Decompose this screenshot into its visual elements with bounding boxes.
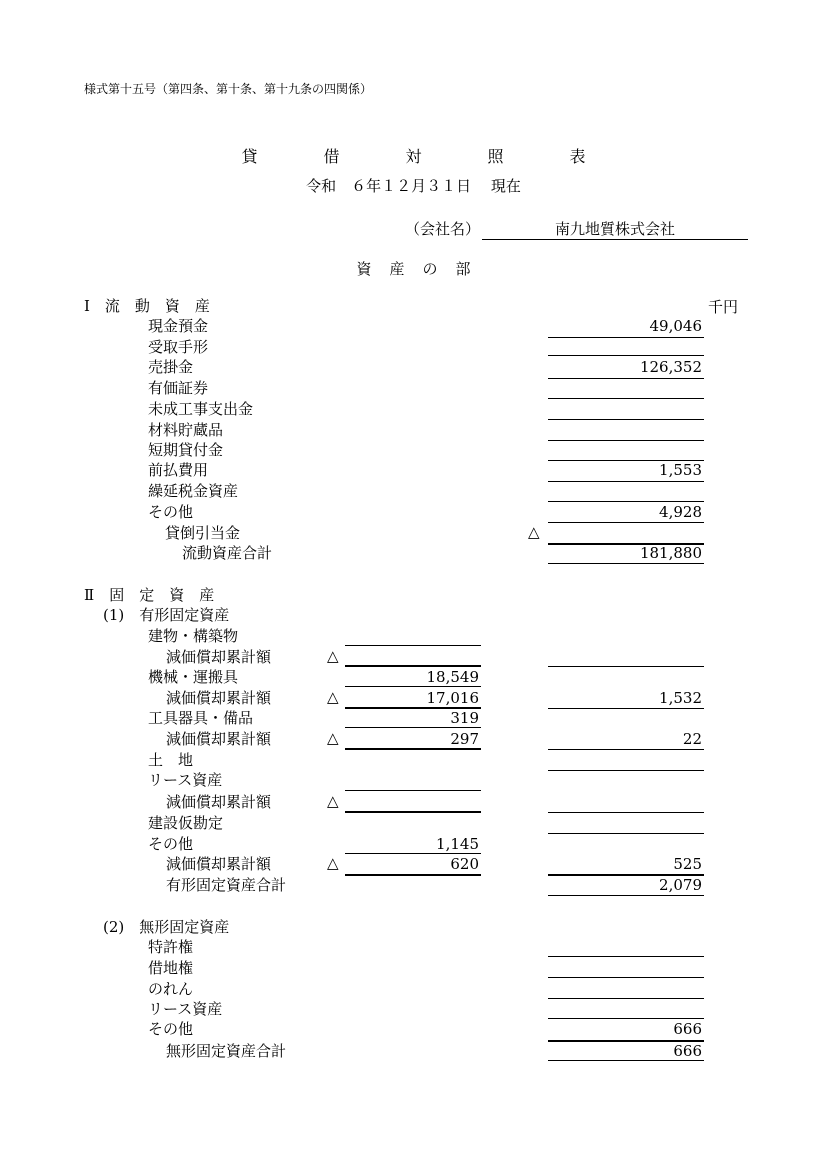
- mid-value: 18,549: [426, 668, 479, 686]
- item-value: 49,046: [649, 317, 702, 335]
- intangible-heading: (2) 無形固定資産: [103, 918, 230, 936]
- form-id: 様式第十五号（第四条、第十条、第十九条の四関係）: [84, 82, 373, 96]
- total-label: 流動資産合計: [182, 544, 273, 562]
- item-label: 減価償却累計額: [166, 730, 272, 748]
- value-line: [548, 770, 704, 771]
- item-label: 工具器具・備品: [148, 709, 254, 727]
- item-label: 機械・運搬具: [148, 668, 239, 686]
- value-line: [548, 337, 704, 338]
- company-label: （会社名）: [405, 220, 481, 238]
- value-line: [548, 895, 704, 896]
- value-line: [548, 666, 704, 667]
- item-label: 建物・構築物: [148, 627, 239, 645]
- total-value: 2,079: [659, 876, 702, 894]
- value-line: [548, 563, 704, 564]
- value-line: [548, 812, 704, 813]
- value-line: [548, 481, 704, 482]
- item-label: 減価償却累計額: [166, 648, 272, 666]
- document-title: [0, 144, 827, 167]
- value-line: [548, 749, 704, 750]
- item-label: その他: [148, 503, 194, 521]
- item-label: リース資産: [148, 771, 223, 789]
- item-label: 減価償却累計額: [166, 689, 272, 707]
- current-assets-heading: Ⅰ 流 動 資 産: [84, 297, 210, 315]
- mid-value: 297: [450, 730, 479, 748]
- item-value: 22: [682, 730, 702, 748]
- section-char: の: [422, 260, 438, 278]
- total-label: 無形固定資産合計: [166, 1042, 287, 1060]
- item-label: その他: [148, 1020, 194, 1038]
- item-label: 有価証券: [148, 379, 209, 397]
- item-value: 1,532: [659, 689, 702, 707]
- mid-value: 17,016: [426, 689, 479, 707]
- mid-line: [345, 874, 481, 876]
- item-value: 126,352: [639, 358, 702, 376]
- item-label: リース資産: [148, 1000, 223, 1018]
- delta-mark: △: [327, 688, 339, 706]
- item-label: 減価償却累計額: [166, 855, 272, 873]
- delta-mark: △: [327, 792, 339, 810]
- value-line: [548, 708, 704, 709]
- total-label: 有形固定資産合計: [166, 876, 287, 894]
- item-value: 4,928: [659, 503, 702, 521]
- item-label: 貸倒引当金: [165, 524, 241, 542]
- delta-mark: △: [327, 854, 339, 872]
- value-line: [548, 355, 704, 356]
- value-line: [548, 977, 704, 978]
- item-value: 666: [673, 1020, 702, 1038]
- item-label: 売掛金: [148, 358, 194, 376]
- value-line: [548, 833, 704, 834]
- section-title: [0, 258, 827, 279]
- total-value: 181,880: [639, 544, 702, 562]
- item-label: 建設仮勘定: [148, 814, 224, 832]
- delta-mark: △: [528, 523, 540, 541]
- value-line: [548, 440, 704, 441]
- item-label: 特許権: [148, 938, 194, 956]
- item-label: のれん: [148, 980, 194, 998]
- fixed-assets-heading: Ⅱ 固 定 資 産: [84, 586, 215, 604]
- total-value: 666: [673, 1042, 702, 1060]
- title-char: 借: [323, 147, 340, 166]
- unit-label: 千円: [708, 298, 739, 316]
- mid-line: [345, 811, 481, 813]
- item-label: その他: [148, 835, 194, 853]
- section-char: 資: [356, 260, 372, 278]
- mid-line: [345, 645, 481, 646]
- item-value: 1,553: [659, 461, 702, 479]
- item-label: 材料貯蔵品: [148, 421, 224, 439]
- as-of-date: 令和 ６年１２月３１日 現在: [306, 177, 521, 195]
- value-line: [548, 522, 704, 523]
- mid-line: [345, 686, 481, 687]
- value-line: [548, 419, 704, 420]
- value-line: [548, 378, 704, 379]
- title-char: 貸: [241, 147, 258, 166]
- delta-mark: △: [327, 647, 339, 665]
- item-label: 繰延税金資産: [148, 482, 239, 500]
- value-line: [548, 398, 704, 399]
- value-line: [548, 1060, 704, 1061]
- section-char: 部: [455, 260, 471, 278]
- title-char: 表: [569, 147, 586, 166]
- mid-value: 620: [450, 855, 479, 873]
- mid-line: [345, 748, 481, 750]
- mid-line: [345, 727, 481, 728]
- item-label: 借地権: [148, 959, 194, 977]
- item-label: 減価償却累計額: [166, 793, 272, 811]
- item-value: 525: [673, 855, 702, 873]
- item-label: 受取手形: [148, 338, 209, 356]
- delta-mark: △: [327, 729, 339, 747]
- company-name: 南九地質株式会社: [482, 218, 748, 240]
- mid-line: [345, 790, 481, 791]
- title-char: 照: [487, 147, 504, 166]
- section-char: 産: [389, 260, 405, 278]
- item-label: 短期貸付金: [148, 441, 224, 459]
- item-label: 現金預金: [148, 317, 209, 335]
- item-label: 未成工事支出金: [148, 400, 254, 418]
- mid-value: 319: [450, 709, 479, 727]
- tangible-heading: (1) 有形固定資産: [103, 606, 230, 624]
- mid-value: 1,145: [436, 835, 479, 853]
- item-label: 土 地: [148, 751, 194, 769]
- title-char: 対: [405, 147, 422, 166]
- value-line: [548, 998, 704, 999]
- value-line: [548, 956, 704, 957]
- item-label: 前払費用: [148, 461, 209, 479]
